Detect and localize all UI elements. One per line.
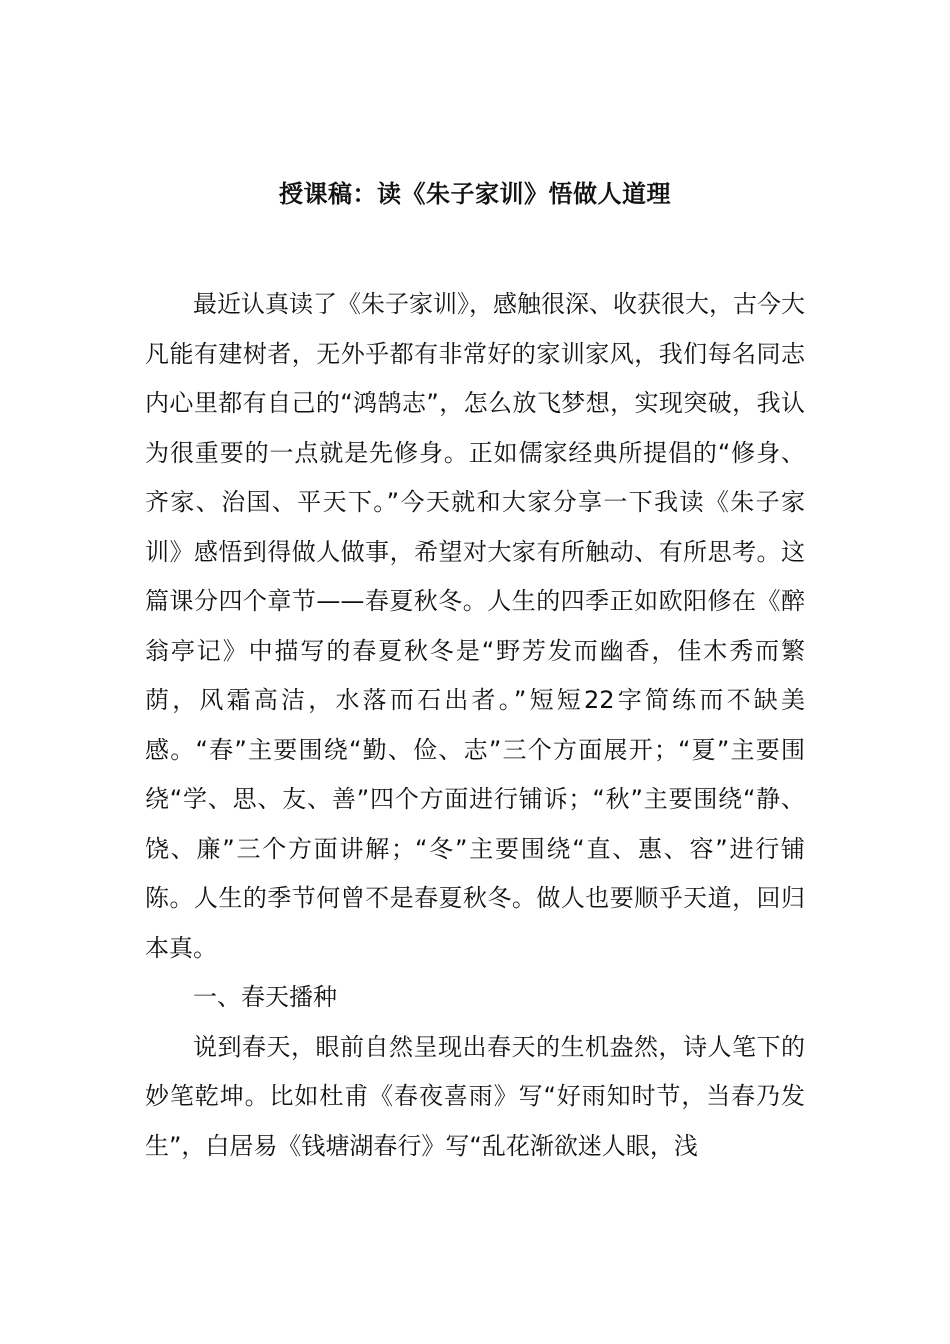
intro-paragraph: 最近认真读了《朱子家训》，感触很深、收获很大，古今大凡能有建树者，无外乎都有非常好的家训家风，我们每名同志内心里都有自己的“鸿鹄志”，怎么放飞梦想，实现突破，我认为很重要的一点就是先修身。正如儒家经典所提倡的“修身、齐家、治国、平天下。”今天就和大家分享一下我读《朱子家训》感悟到得做人做事，希望对大家有所触动、有所思考。这篇课分四个章节——春夏秋冬。人生的四季正如欧阳修在《醉翁亭记》中描写的春夏秋冬是“野芳发而幽香，佳木秀而繁荫，风霜高洁，水落而石出者。”短短22字简练而不缺美感。“春”主要围绕“勤、俭、志”三个方面展开；“夏”主要围绕“学、思、友、善”四个方面进行铺诉；“秋”主要围绕“静、饶、廉”三个方面讲解；“冬”主要围绕“直、惠、容”进行铺陈。人生的季节何曾不是春夏秋冬。做人也要顺乎天道，回归本真。 <box>145 290 805 962</box>
document-title: 授课稿：读《朱子家训》悟做人道理 <box>279 180 671 209</box>
spring-paragraph: 说到春天，眼前自然呈现出春天的生机盎然，诗人笔下的妙笔乾坤。比如杜甫《春夜喜雨》写“好雨知时节，当春乃发生”，白居易《钱塘湖春行》写“乱花渐欲迷人眼，浅 <box>145 1032 805 1160</box>
document-body <box>145 280 805 1171</box>
section-heading-spring: 一、春天播种 <box>193 983 337 1011</box>
